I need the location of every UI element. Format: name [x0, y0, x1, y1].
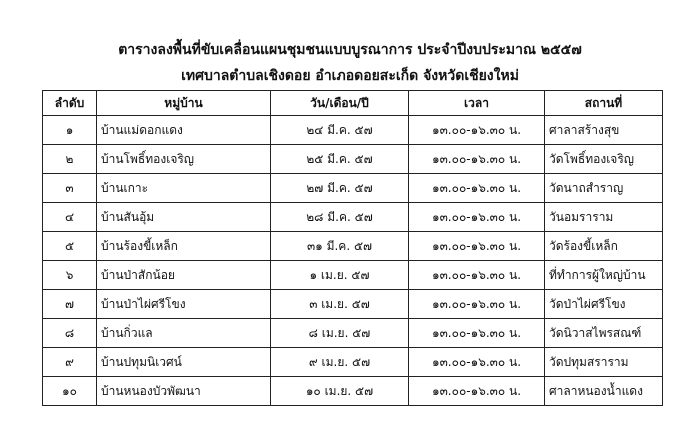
cell-place: ที่ทำการผู้ใหญ่บ้าน — [545, 261, 663, 290]
cell-time: ๑๓.๐๐-๑๖.๓๐ น. — [409, 377, 545, 406]
cell-date: ๒๕ มี.ค. ๕๗ — [271, 145, 409, 174]
cell-time: ๑๓.๐๐-๑๖.๓๐ น. — [409, 319, 545, 348]
cell-number: ๙ — [43, 348, 97, 377]
cell-date: ๙ เม.ย. ๕๗ — [271, 348, 409, 377]
cell-village: บ้านป่าไผ่ศรีโขง — [97, 290, 271, 319]
schedule-table — [42, 90, 663, 406]
document-title-line2: เทศบาลตำบลเชิงดอย อำเภอดอยสะเก็ด จังหวัดเชียงใหม่ — [181, 68, 519, 84]
cell-date: ๑ เม.ย. ๕๗ — [271, 261, 409, 290]
cell-place: วัดนิวาสไพรสณฑ์ — [545, 319, 663, 348]
table-row — [43, 377, 663, 406]
cell-time: ๑๓.๐๐-๑๖.๓๐ น. — [409, 261, 545, 290]
cell-number: ๗ — [43, 290, 97, 319]
cell-village: บ้านสันอุ้ม — [97, 203, 271, 232]
header-time: เวลา — [409, 91, 545, 116]
cell-number: ๔ — [43, 203, 97, 232]
header-number: ลำดับ — [43, 91, 97, 116]
cell-time: ๑๓.๐๐-๑๖.๓๐ น. — [409, 348, 545, 377]
cell-time: ๑๓.๐๐-๑๖.๓๐ น. — [409, 174, 545, 203]
cell-number: ๑ — [43, 116, 97, 145]
cell-date: ๓๑ มี.ค. ๕๗ — [271, 232, 409, 261]
cell-place: ศาลาสร้างสุข — [545, 116, 663, 145]
cell-date: ๓ เม.ย. ๕๗ — [271, 290, 409, 319]
table-row — [43, 348, 663, 377]
cell-time: ๑๓.๐๐-๑๖.๓๐ น. — [409, 290, 545, 319]
cell-number: ๓ — [43, 174, 97, 203]
cell-time: ๑๓.๐๐-๑๖.๓๐ น. — [409, 145, 545, 174]
cell-date: ๑๐ เม.ย. ๕๗ — [271, 377, 409, 406]
cell-place: วัดนาถสำราญ — [545, 174, 663, 203]
cell-place: วันอมราราม — [545, 203, 663, 232]
cell-village: บ้านปทุมนิเวศน์ — [97, 348, 271, 377]
table-row — [43, 319, 663, 348]
table-row — [43, 145, 663, 174]
cell-time: ๑๓.๐๐-๑๖.๓๐ น. — [409, 203, 545, 232]
header-place: สถานที่ — [545, 91, 663, 116]
cell-number: ๕ — [43, 232, 97, 261]
header-village: หมู่บ้าน — [97, 91, 271, 116]
cell-village: บ้านเกาะ — [97, 174, 271, 203]
cell-number: ๘ — [43, 319, 97, 348]
cell-place: วัดปทุมสราราม — [545, 348, 663, 377]
cell-date: ๘ เม.ย. ๕๗ — [271, 319, 409, 348]
table-row — [43, 232, 663, 261]
table-row — [43, 261, 663, 290]
cell-place: วัดร้องขี้เหล็ก — [545, 232, 663, 261]
cell-place: ศาลาหนองน้ำแดง — [545, 377, 663, 406]
cell-date: ๒๔ มี.ค. ๕๗ — [271, 116, 409, 145]
cell-date: ๒๘ มี.ค. ๕๗ — [271, 203, 409, 232]
cell-number: ๖ — [43, 261, 97, 290]
cell-village: บ้านกิ่วแล — [97, 319, 271, 348]
table-header-row — [43, 91, 663, 116]
cell-number: ๒ — [43, 145, 97, 174]
table-row — [43, 290, 663, 319]
cell-time: ๑๓.๐๐-๑๖.๓๐ น. — [409, 116, 545, 145]
cell-village: บ้านแม่ดอกแดง — [97, 116, 271, 145]
cell-time: ๑๓.๐๐-๑๖.๓๐ น. — [409, 232, 545, 261]
cell-date: ๒๗ มี.ค. ๕๗ — [271, 174, 409, 203]
table-row — [43, 174, 663, 203]
cell-number: ๑๐ — [43, 377, 97, 406]
cell-village: บ้านโพธิ์ทองเจริญ — [97, 145, 271, 174]
table-row — [43, 116, 663, 145]
table-row — [43, 203, 663, 232]
cell-village: บ้านป่าสักน้อย — [97, 261, 271, 290]
document-title-line1: ตารางลงพื้นที่ขับเคลื่อนแผนชุมชนแบบบูรณาการ ประจำปีงบประมาณ ๒๕๕๗ — [118, 42, 582, 58]
header-date: วัน/เดือน/ปี — [271, 91, 409, 116]
cell-village: บ้านร้องขี้เหล็ก — [97, 232, 271, 261]
cell-place: วัดโพธิ์ทองเจริญ — [545, 145, 663, 174]
cell-place: วัดป่าไผ่ศรีโขง — [545, 290, 663, 319]
cell-village: บ้านหนองบัวพัฒนา — [97, 377, 271, 406]
